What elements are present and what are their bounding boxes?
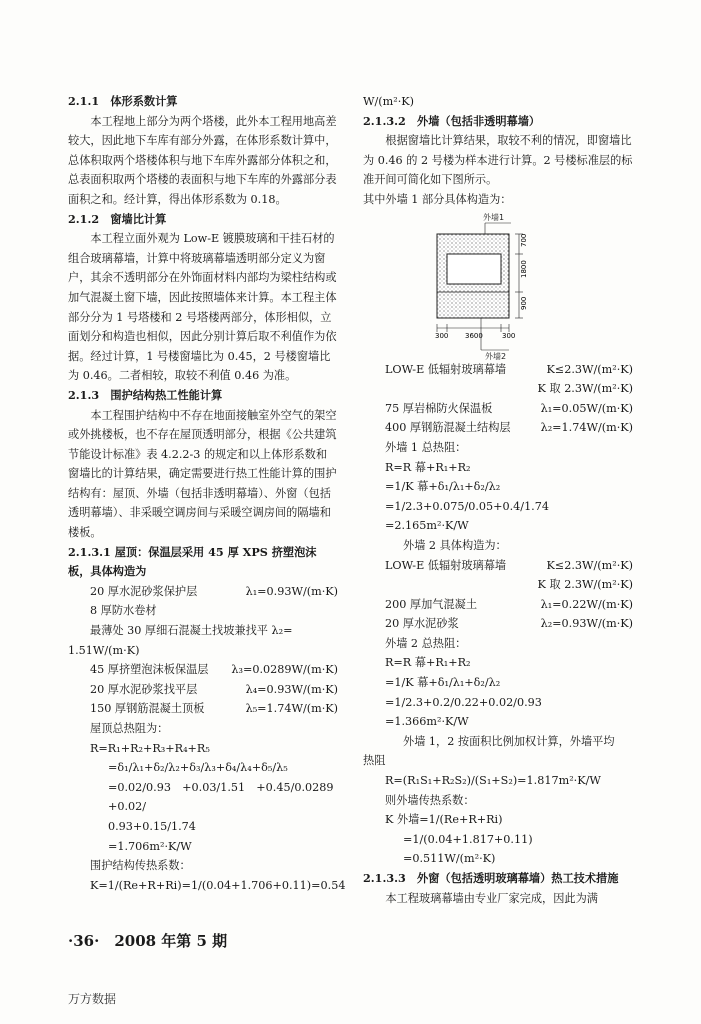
section-2-1-2-title: 2.1.2 窗墙比计算 bbox=[68, 211, 167, 226]
watermark: 万方数据 bbox=[68, 992, 117, 1006]
wall2-layer-2 bbox=[363, 614, 633, 634]
dim-300-right: 300 bbox=[502, 331, 516, 340]
wall2-formula-line: =1/K 幕+δ₁/λ₁+δ₂/λ₂ bbox=[385, 676, 501, 690]
section-2-1-3-3-title: 2.1.3.3 外窗（包括透明玻璃幕墙）热工技术措施 bbox=[363, 871, 619, 885]
roof-formula-line: 0.93+0.15/1.74 bbox=[108, 819, 196, 833]
roof-slope-line-2: 1.51W/(m·K) bbox=[68, 643, 140, 657]
k-formula-line: K 外墙=1/(Re+R+Ri) bbox=[385, 813, 503, 827]
wall2-layer-name: 200 厚加气混凝土 bbox=[385, 597, 478, 611]
dim-900: 900 bbox=[520, 296, 528, 310]
roof-layer-5 bbox=[68, 699, 338, 719]
roof-layer-4 bbox=[68, 680, 338, 700]
wall2-glass-row bbox=[363, 556, 633, 576]
section-2-1-3-3-body: 本工程玻璃幕墙由专业厂家完成，因此为满 bbox=[385, 891, 598, 905]
dim-1800: 1800 bbox=[520, 259, 528, 278]
roof-layer-value: λ₁=0.93W/(m·K) bbox=[245, 584, 338, 598]
wall2-layer-name: 20 厚水泥砂浆 bbox=[385, 617, 459, 631]
roof-layer-name: 150 厚钢筋混凝土顶板 bbox=[90, 702, 205, 716]
section-2-1-1-title: 2.1.1 体形系数计算 bbox=[68, 94, 178, 108]
roof-layer-name: 8 厚防水卷材 bbox=[90, 604, 157, 618]
roof-formula-line: =0.02/0.93 +0.03/1.51 +0.45/0.0289 +0.02/ bbox=[108, 780, 345, 814]
dim-300-left: 300 bbox=[435, 331, 449, 340]
wall2-total-label: 外墙 2 总热阻： bbox=[385, 636, 467, 650]
wall2-layer-1 bbox=[363, 595, 633, 615]
wall1-intro: 其中外墙 1 部分具体构造为： bbox=[363, 192, 512, 206]
page-number-issue: ·36· 2008 年第 5 期 bbox=[68, 932, 228, 950]
section-2-1-3-body: 本工程围护结构中不存在地面接触室外空气的架空或外挑楼板，也不存在屋顶透明部分，根据《公共建筑节能设计标准》表 4.2.2-3 的规定和以上体形系数和窗墙比的计算结果，确定需要进行热工性能计算的围护结构有：屋顶、外墙（包括非透明幕墙）、外窗（包括透明幕墙）、非采暖空调房间与采暖空调房间的隔墙和楼板。 bbox=[68, 408, 337, 540]
wall1-formula-line: =1/2.3+0.075/0.05+0.4/1.74 bbox=[385, 499, 549, 513]
avg-line-2: 热阻 bbox=[363, 754, 386, 768]
wall1-k-value: K 取 2.3W/(m²·K) bbox=[537, 382, 633, 396]
envelope-label: 围护结构传热系数： bbox=[90, 859, 191, 873]
roof-layer-value: λ₃=0.0289W/(m·K) bbox=[231, 663, 338, 677]
wall2-layer-value: λ₁=0.22W/(m·K) bbox=[540, 597, 633, 611]
k-label: 则外墙传热系数： bbox=[385, 793, 475, 807]
roof-layer-name: 45 厚挤塑泡沫板保温层 bbox=[90, 663, 209, 677]
unit-continuation: W/(m²·K) bbox=[363, 95, 415, 108]
roof-layer-2 bbox=[68, 601, 338, 621]
roof-layer-3 bbox=[68, 660, 338, 680]
wall2-k-value: K 取 2.3W/(m²·K) bbox=[537, 578, 633, 592]
wall1-layer-2 bbox=[363, 418, 633, 438]
roof-slope-line-1: 最薄处 30 厚细石混凝土找坡兼找平 λ₂= bbox=[90, 624, 293, 638]
section-2-1-3-2-body: 根据窗墙比计算结果，取较不利的情况，即窗墙比为 0.46 的 2 号楼为样本进行计算。2 号楼标准层的标准开间可简化如下图所示。 bbox=[363, 134, 633, 187]
wall1-layer-value: λ₁=0.05W/(m·K) bbox=[540, 401, 633, 415]
wall1-total-label: 外墙 1 总热阻： bbox=[385, 440, 467, 454]
wall2-glass-name: LOW-E 低辐射玻璃幕墙 bbox=[385, 558, 507, 572]
wall1-layer-1 bbox=[363, 399, 633, 419]
roof-layer-value: λ₅=1.74W/(m·K) bbox=[245, 702, 338, 716]
bay-elevation-figure bbox=[363, 210, 633, 360]
section-2-1-1-body: 本工程地上部分为两个塔楼，此外本工程用地高差较大，因此地下车库有部分外露，在体形系数计算中，总体积取两个塔楼体积与地下车库外露部分体积之和，总表面积取两个塔楼的表面积与地下车库的外露部分表面积之和。经计算，得出体形系数为 0.18。 bbox=[68, 114, 337, 206]
left-column bbox=[68, 92, 346, 895]
window-opening bbox=[447, 254, 501, 284]
wall1-formula-line: =1/K 幕+δ₁/λ₁+δ₂/λ₂ bbox=[385, 480, 501, 494]
wall1-glass-value: K≤2.3W/(m²·K) bbox=[546, 362, 633, 376]
section-2-1-3-title: 2.1.3 围护结构热工性能计算 bbox=[68, 387, 223, 402]
section-2-1-2-body: 本工程立面外观为 Low-E 镀膜玻璃和干挂石材的组合玻璃幕墙，计算中将玻璃幕墙透明部分定义为窗户，其余不透明部分在外饰面材料内部均为梁柱结构或加气混凝土窗下墙，因此按照墙体来计算。本工程主体部分分为 1 号塔楼和 2 号塔楼两部分，体形相似，立面划分和构造也相似，因此分别计算后取不利值作为依据。经过计算，1 号楼窗墙比为 0.45，2 号楼窗墙比为 0.46。二者相较，取较不利值 0.46 为准。 bbox=[68, 232, 337, 383]
label-wall2: 外墙2 bbox=[485, 351, 507, 360]
envelope-formula: K=1/(Re+R+Ri)=1/(0.04+1.706+0.11)=0.54 bbox=[90, 878, 346, 892]
roof-layer-name: 20 厚水泥砂浆保护层 bbox=[90, 584, 198, 598]
k-formula-line: =1/(0.04+1.817+0.11) bbox=[403, 832, 533, 846]
avg-line-1: 外墙 1，2 按面积比例加权计算，外墙平均 bbox=[403, 734, 615, 748]
wall1-glass-name: LOW-E 低辐射玻璃幕墙 bbox=[385, 362, 507, 376]
wall2-glass-value: K≤2.3W/(m²·K) bbox=[546, 558, 633, 572]
wall1-layer-name: 400 厚钢筋混凝土结构层 bbox=[385, 421, 511, 435]
dim-700: 700 bbox=[520, 233, 528, 247]
wall1-layer-name: 75 厚岩棉防火保温板 bbox=[385, 401, 493, 415]
label-wall1: 外墙1 bbox=[483, 212, 505, 222]
roof-total-label: 屋顶总热阻为： bbox=[90, 722, 169, 735]
wall1-formula-line: =2.165m²·K/W bbox=[385, 519, 469, 533]
roof-layer-value: λ₄=0.93W/(m·K) bbox=[245, 682, 338, 696]
k-formula-line: =0.511W/(m²·K) bbox=[403, 852, 496, 866]
section-2-1-3-2-title: 2.1.3.2 外墙（包括非透明幕墙） bbox=[363, 113, 541, 128]
wall1-layer-value: λ₂=1.74W/(m·K) bbox=[540, 421, 633, 435]
roof-formula-line: R=R₁+R₂+R₃+R₄+R₅ bbox=[90, 741, 210, 755]
roof-layer-name: 20 厚水泥砂浆找平层 bbox=[90, 682, 198, 696]
bay-elevation-diagram bbox=[363, 210, 633, 360]
wall1-formula-line: R=R 幕+R₁+R₂ bbox=[385, 460, 471, 474]
wall2-formula-line: R=R 幕+R₁+R₂ bbox=[385, 656, 471, 670]
wall2-formula-line: =1.366m²·K/W bbox=[385, 715, 469, 729]
section-2-1-3-1-title: 2.1.3.1 屋顶：保温层采用 45 厚 XPS 挤塑泡沫板，具体构造为 bbox=[68, 544, 317, 579]
wall2-formula-line: =1/2.3+0.2/0.22+0.02/0.93 bbox=[385, 695, 542, 709]
avg-formula: R=(R₁S₁+R₂S₂)/(S₁+S₂)=1.817m²·K/W bbox=[385, 774, 601, 788]
wall2-layer-value: λ₂=0.93W/(m·K) bbox=[540, 617, 633, 631]
right-column bbox=[363, 92, 633, 908]
wall1-glass-row bbox=[363, 360, 633, 380]
dim-3600: 3600 bbox=[465, 331, 483, 340]
wall2-intro: 外墙 2 具体构造为： bbox=[403, 538, 507, 552]
roof-layer-1 bbox=[68, 582, 338, 602]
roof-formula-line: =δ₁/λ₁+δ₂/λ₂+δ₃/λ₃+δ₄/λ₄+δ₅/λ₅ bbox=[108, 761, 288, 775]
roof-formula-line: =1.706m²·K/W bbox=[108, 839, 192, 853]
